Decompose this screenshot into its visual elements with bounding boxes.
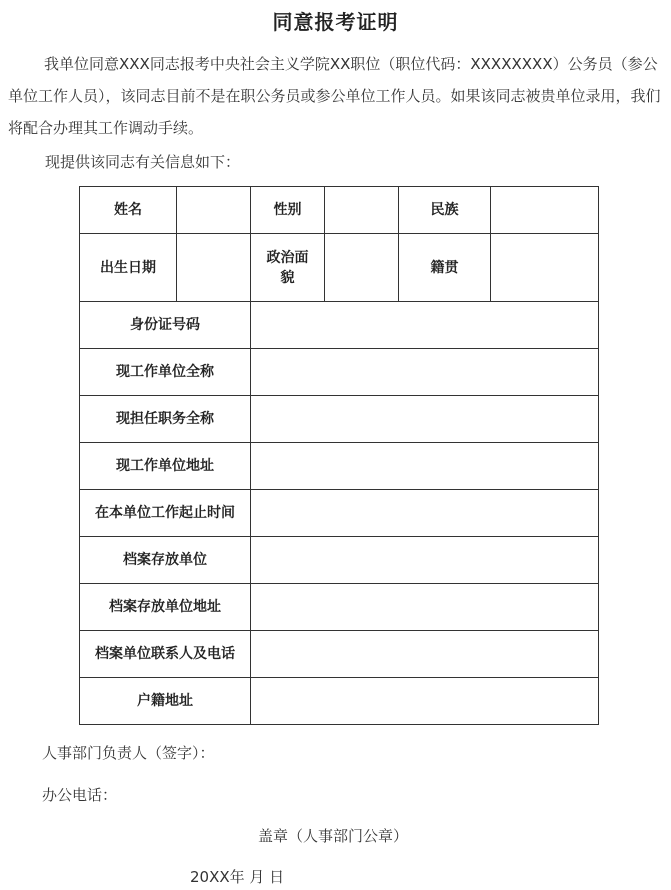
ethnicity-label: 民族 <box>399 187 491 234</box>
gender-label: 性别 <box>251 187 325 234</box>
birthdate-label: 出生日期 <box>80 234 177 302</box>
archive-contact-label: 档案单位联系人及电话 <box>80 631 251 678</box>
ethnicity-value-cell[interactable] <box>491 187 599 234</box>
table-row <box>80 678 599 725</box>
political-status-label <box>251 234 325 302</box>
table-row <box>80 584 599 631</box>
table-row <box>80 349 599 396</box>
archive-contact-value-cell[interactable] <box>251 631 599 678</box>
table-row <box>80 187 599 234</box>
info-intro: 现提供该同志有关信息如下： <box>45 153 241 171</box>
current-employer-label: 现工作单位全称 <box>80 349 251 396</box>
employer-address-label: 现工作单位地址 <box>80 443 251 490</box>
archive-address-label: 档案存放单位地址 <box>80 584 251 631</box>
household-address-value-cell[interactable] <box>251 678 599 725</box>
name-value-cell[interactable] <box>177 187 251 234</box>
political-status-label-text: 政治面貌 <box>266 249 309 286</box>
name-label: 姓名 <box>80 187 177 234</box>
employment-period-label: 在本单位工作起止时间 <box>80 490 251 537</box>
office-phone-line: 办公电话： <box>42 786 118 804</box>
hometown-label: 籍贯 <box>399 234 491 302</box>
certification-paragraph: 我单位同意XXX同志报考中央社会主义学院XX职位（职位代码：XXXXXXXX）公务员（参公单位工作人员），该同志目前不是在职公务员或参公单位工作人员。如果该同志被贵单位录用，我们将配合办理其工作调动手续。 <box>8 55 661 137</box>
table-row <box>80 234 599 302</box>
current-position-label: 现担任职务全称 <box>80 396 251 443</box>
hometown-value-cell[interactable] <box>491 234 599 302</box>
employment-period-value-cell[interactable] <box>251 490 599 537</box>
current-position-value-cell[interactable] <box>251 396 599 443</box>
id-number-label: 身份证号码 <box>80 302 251 349</box>
employer-address-value-cell[interactable] <box>251 443 599 490</box>
table-row <box>80 631 599 678</box>
gender-value-cell[interactable] <box>325 187 399 234</box>
table-row <box>80 302 599 349</box>
birthdate-value-cell[interactable] <box>177 234 251 302</box>
current-employer-value-cell[interactable] <box>251 349 599 396</box>
document-title: 同意报考证明 <box>272 10 399 34</box>
archive-address-value-cell[interactable] <box>251 584 599 631</box>
archive-unit-value-cell[interactable] <box>251 537 599 584</box>
table-row <box>80 490 599 537</box>
table-row <box>80 396 599 443</box>
table-row <box>80 443 599 490</box>
archive-unit-label: 档案存放单位 <box>80 537 251 584</box>
political-status-value-cell[interactable] <box>325 234 399 302</box>
seal-line: 盖章（人事部门公章） <box>258 827 409 845</box>
applicant-info-table <box>79 186 599 725</box>
date-line: 20XX年 月 日 <box>190 868 285 886</box>
id-number-value-cell[interactable] <box>251 302 599 349</box>
table-row <box>80 537 599 584</box>
hr-head-signature-line: 人事部门负责人（签字）： <box>42 744 215 762</box>
household-address-label: 户籍地址 <box>80 678 251 725</box>
